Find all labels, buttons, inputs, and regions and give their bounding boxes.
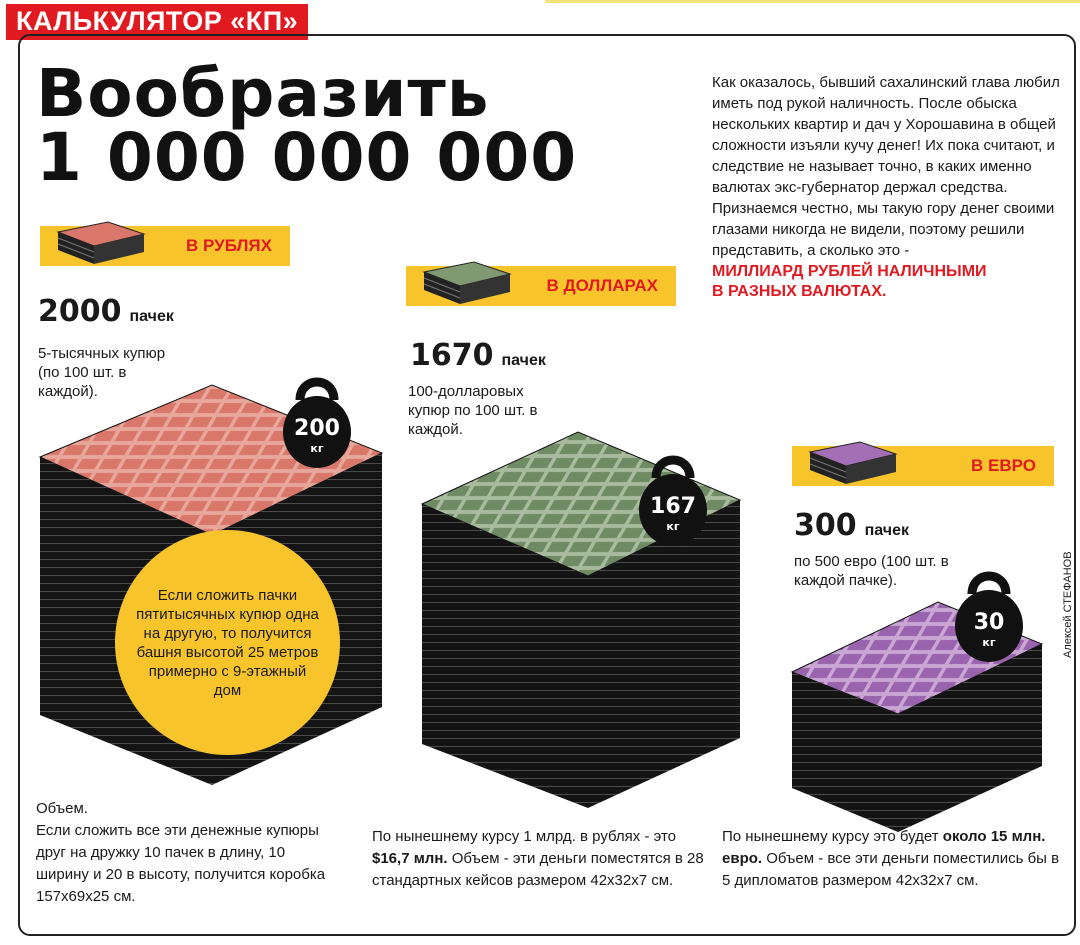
dollars-footnote-text-b: Объем - эти деньги поместятся в 28 стандартных кейсов размером 42х32х7 см. — [372, 850, 704, 889]
euro-count-value: 300 — [794, 508, 857, 543]
euro-count-unit: пачек — [864, 522, 909, 539]
ruble-weight-kettlebell — [282, 368, 352, 468]
rubles-count — [38, 294, 174, 329]
rubric-label: КАЛЬКУЛЯТОР «КП» — [6, 4, 308, 40]
euro-footnote — [722, 826, 1062, 892]
euro-bundle-icon — [800, 438, 900, 490]
dollars-footnote — [372, 826, 712, 892]
dollar-weight-kettlebell — [638, 446, 708, 546]
euro-tag — [792, 446, 1054, 486]
dollars-desc: 100-долларовых купюр по 100 шт. в каждой. — [408, 383, 538, 438]
author-credit: Алексей СТЕФАНОВ — [1062, 551, 1074, 658]
dollars-tag-label: В ДОЛЛАРАХ — [546, 276, 658, 295]
rubles-footnote-title: Объем. — [36, 800, 88, 817]
intro-text: Как оказалось, бывший сахалинский глава любил иметь под рукой наличность. После обыска нескольких квартир и дач у Хорошавина в общей сложности изъяли кучу денег! Их пока считают, и следствие не называет точно, в каких именно валютах экс-губернатор держал средства. Признаемся честно, мы такую гору денег своими глазами никогда не видели, поэтому решили представить, а сколько это - — [712, 74, 1060, 259]
rubles-tag-label: В РУБЛЯХ — [186, 236, 272, 255]
page-title — [36, 55, 578, 196]
euro-desc: по 500 евро (100 шт. в каждой пачке). — [794, 553, 949, 589]
dollars-count — [410, 338, 546, 373]
title-line-2: 1 000 000 000 — [36, 119, 578, 196]
dollar-weight-unit: кг — [666, 520, 680, 533]
rubles-desc: 5-тысячных купюр (по 100 шт. в каждой). — [38, 345, 166, 400]
rubles-count-value: 2000 — [38, 294, 122, 329]
ruble-tower-circle: Если сложить пачки пятитысячных купюр одна на другую, то получится башня высотой 25 метров примерно с 9-этажный дом — [115, 530, 340, 755]
euro-weight-value: 30 — [973, 610, 1005, 635]
dollars-footnote-bold: $16,7 млн. — [372, 850, 448, 867]
dollars-footnote-text-a: По нынешнему курсу 1 млрд. в рублях - это — [372, 828, 676, 845]
ruble-weight-unit: кг — [310, 442, 324, 455]
euro-tag-label: В ЕВРО — [971, 456, 1036, 475]
euro-footnote-text-a: По нынешнему курсу это будет — [722, 828, 943, 845]
dollar-weight-value: 167 — [650, 494, 696, 519]
rubles-count-unit: пачек — [129, 308, 174, 325]
rubles-footnote-text: Если сложить все эти денежные купюры друг на дружку 10 пачек в длину, 10 ширину и 20 в высоту, получится коробка 157х69х25 см. — [36, 822, 326, 905]
title-line-1: Вообразить — [36, 55, 490, 132]
ruble-bundle-icon — [48, 218, 148, 270]
dollars-count-value: 1670 — [410, 338, 494, 373]
euro-footnote-text-b: Объем - все эти деньги поместились бы в 5 дипломатов размером 42х32х7 см. — [722, 850, 1060, 889]
ruble-weight-value: 200 — [294, 416, 340, 441]
dollars-tag — [406, 266, 676, 306]
top-accent-line — [545, 0, 1080, 3]
intro-highlight-1: МИЛЛИАРД РУБЛЕЙ НАЛИЧНЫМИ — [712, 263, 987, 280]
euro-weight-kettlebell — [954, 562, 1024, 662]
rubles-footnote — [36, 798, 336, 908]
euro-count — [794, 508, 909, 543]
intro-paragraph — [712, 72, 1062, 303]
dollar-bundle-icon — [414, 258, 514, 310]
euro-weight-unit: кг — [982, 636, 996, 649]
dollars-count-unit: пачек — [501, 352, 546, 369]
intro-highlight-2: В РАЗНЫХ ВАЛЮТАХ. — [712, 283, 887, 300]
euro-footnote-bold: около 15 млн. евро. — [722, 828, 1046, 867]
rubles-tag — [40, 226, 290, 266]
